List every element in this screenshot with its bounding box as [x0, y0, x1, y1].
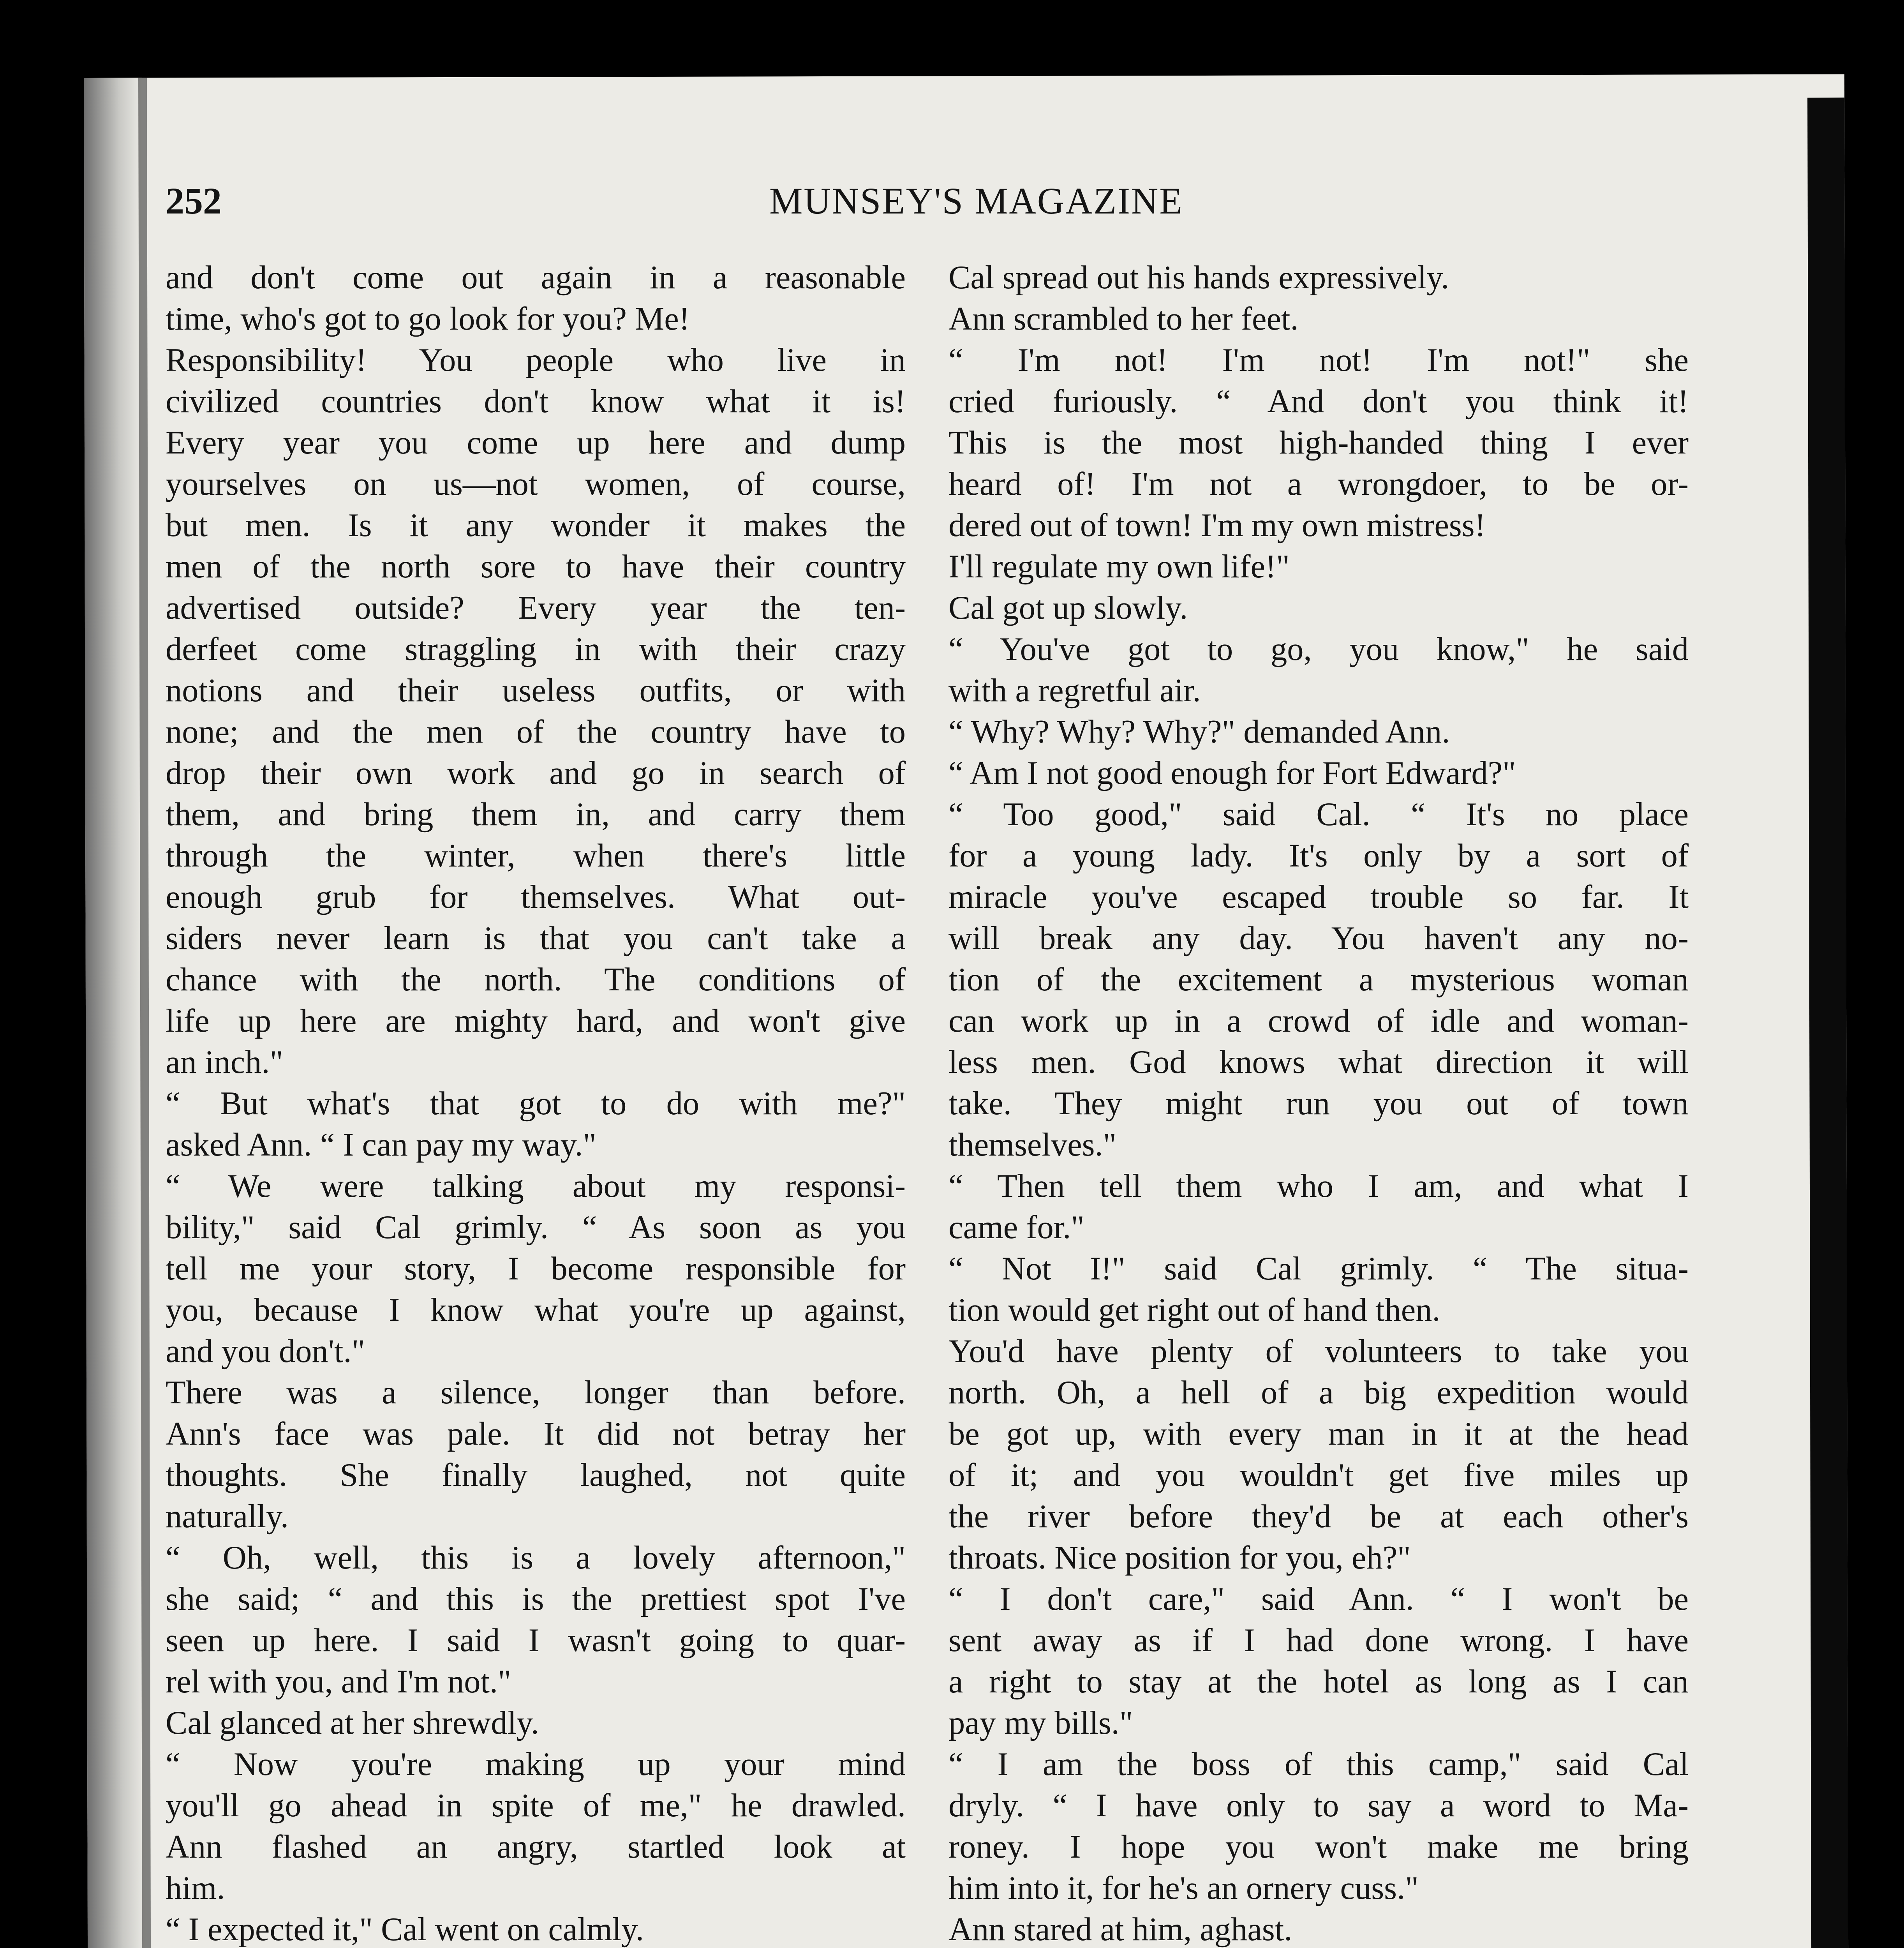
text-line: bility," said Cal grimly. “ As soon as you	[166, 1209, 906, 1246]
text-line: “ Not I!" said Cal grimly. “ The situa-	[948, 1251, 1689, 1287]
text-line: miracle you've escaped trouble so far. It	[948, 879, 1689, 915]
text-line: with a regretful air.	[948, 672, 1201, 709]
text-line: thoughts. She finally laughed, not quite	[166, 1457, 906, 1493]
text-line: for a young lady. It's only by a sort of	[948, 838, 1689, 874]
text-line: “ I am the boss of this camp," said Cal	[948, 1746, 1689, 1782]
text-line: “ Why? Why? Why?" demanded Ann.	[948, 714, 1450, 750]
text-line: them, and bring them in, and carry them	[166, 796, 906, 833]
text-line: Cal spread out his hands expressively.	[948, 259, 1449, 296]
text-line: You'd have plenty of volunteers to take you	[948, 1333, 1689, 1369]
text-line: tion of the excitement a mysterious woman	[948, 962, 1689, 998]
text-line: can work up in a crowd of idle and woman-	[948, 1003, 1689, 1039]
text-line: Ann stared at him, aghast.	[948, 1911, 1292, 1948]
text-line: “ I don't care," said Ann. “ I won't be	[948, 1581, 1689, 1617]
text-line: time, who's got to go look for you? Me!	[166, 301, 690, 337]
facing-page-edge	[1807, 98, 1850, 1948]
text-line: you'll go ahead in spite of me," he drawled.	[166, 1787, 906, 1824]
text-line: advertised outside? Every year the ten-	[166, 590, 906, 626]
text-line: dryly. “ I have only to say a word to Ma-	[948, 1787, 1689, 1824]
text-line: “ You've got to go, you know," he said	[948, 631, 1689, 667]
text-line: a right to stay at the hotel as long as I can	[948, 1664, 1689, 1700]
text-line: sent away as if I had done wrong. I have	[948, 1622, 1689, 1659]
text-line: civilized countries don't know what it is!	[166, 383, 906, 420]
text-line: “ Then tell them who I am, and what I	[948, 1168, 1689, 1204]
text-line: This is the most high-handed thing I ever	[948, 425, 1689, 461]
text-line: Ann scrambled to her feet.	[948, 301, 1299, 337]
text-column-left	[166, 257, 906, 1948]
text-line: Every year you come up here and dump	[166, 425, 906, 461]
text-line: him into it, for he's an ornery cuss."	[948, 1870, 1419, 1906]
text-line: chance with the north. The conditions of	[166, 962, 906, 998]
text-line: rel with you, and I'm not."	[166, 1664, 511, 1700]
page-gutter	[84, 78, 148, 1948]
text-line: “ I'm not! I'm not! I'm not!" she	[948, 342, 1689, 378]
text-line: seen up here. I said I wasn't going to quar-	[166, 1622, 906, 1659]
text-line: yourselves on us—not women, of course,	[166, 466, 906, 502]
text-line: and you don't."	[166, 1333, 365, 1369]
text-line: asked Ann. “ I can pay my way."	[166, 1127, 597, 1163]
text-line: tion would get right out of hand then.	[948, 1292, 1440, 1328]
text-column-right	[948, 257, 1689, 1948]
text-line: siders never learn is that you can't take a	[166, 920, 906, 956]
text-line: the river before they'd be at each other's	[948, 1498, 1689, 1535]
text-line: Responsibility! You people who live in	[166, 342, 906, 378]
text-line: “ Too good," said Cal. “ It's no place	[948, 796, 1689, 833]
text-line: roney. I hope you won't make me bring	[948, 1829, 1689, 1865]
text-line: “ We were talking about my responsi-	[166, 1168, 906, 1204]
text-line: dered out of town! I'm my own mistress!	[948, 507, 1486, 543]
text-line: you, because I know what you're up against,	[166, 1292, 906, 1328]
text-line: There was a silence, longer than before.	[166, 1375, 906, 1411]
text-line: an inch."	[166, 1044, 283, 1080]
text-line: none; and the men of the country have to	[166, 714, 906, 750]
text-line: throats. Nice position for you, eh?"	[948, 1540, 1411, 1576]
text-line: through the winter, when there's little	[166, 838, 906, 874]
text-line: “ But what's that got to do with me?"	[166, 1085, 906, 1122]
text-line: Cal glanced at her shrewdly.	[166, 1705, 539, 1741]
text-line: came for."	[948, 1209, 1084, 1246]
text-line: less men. God knows what direction it will	[948, 1044, 1689, 1080]
text-line: heard of! I'm not a wrongdoer, to be or-	[948, 466, 1689, 502]
text-line: be got up, with every man in it at the head	[948, 1416, 1689, 1452]
text-line: enough grub for themselves. What out-	[166, 879, 906, 915]
text-line: take. They might run you out of town	[948, 1085, 1689, 1122]
text-line: tell me your story, I become responsible for	[166, 1251, 906, 1287]
text-line: Ann flashed an angry, startled look at	[166, 1829, 906, 1865]
text-line: naturally.	[166, 1498, 289, 1535]
text-line: cried furiously. “ And don't you think it!	[948, 383, 1689, 420]
text-line: she said; “ and this is the prettiest spot I've	[166, 1581, 906, 1617]
text-line: life up here are mighty hard, and won't give	[166, 1003, 906, 1039]
running-head: MUNSEY'S MAGAZINE	[769, 180, 1183, 222]
text-line: of it; and you wouldn't get five miles up	[948, 1457, 1689, 1493]
text-line: derfeet come straggling in with their crazy	[166, 631, 906, 667]
text-line: “ I expected it," Cal went on calmly.	[166, 1911, 644, 1948]
text-line: north. Oh, a hell of a big expedition would	[948, 1375, 1689, 1411]
text-line: Ann's face was pale. It did not betray her	[166, 1416, 906, 1452]
text-line: “ Am I not good enough for Fort Edward?"	[948, 755, 1516, 791]
text-line: “ Oh, well, this is a lovely afternoon,"	[166, 1540, 906, 1576]
text-line: and don't come out again in a reasonable	[166, 259, 906, 296]
text-line: him.	[166, 1870, 225, 1906]
text-line: I'll regulate my own life!"	[948, 549, 1290, 585]
text-line: but men. Is it any wonder it makes the	[166, 507, 906, 543]
text-line: Cal got up slowly.	[948, 590, 1188, 626]
text-line: themselves."	[948, 1127, 1117, 1163]
page-number: 252	[166, 180, 222, 222]
text-line: drop their own work and go in search of	[166, 755, 906, 791]
text-line: will break any day. You haven't any no-	[948, 920, 1689, 956]
text-line: “ Now you're making up your mind	[166, 1746, 906, 1782]
page-header	[166, 164, 1657, 242]
text-line: pay my bills."	[948, 1705, 1133, 1741]
text-line: notions and their useless outfits, or with	[166, 672, 906, 709]
text-line: men of the north sore to have their country	[166, 549, 906, 585]
